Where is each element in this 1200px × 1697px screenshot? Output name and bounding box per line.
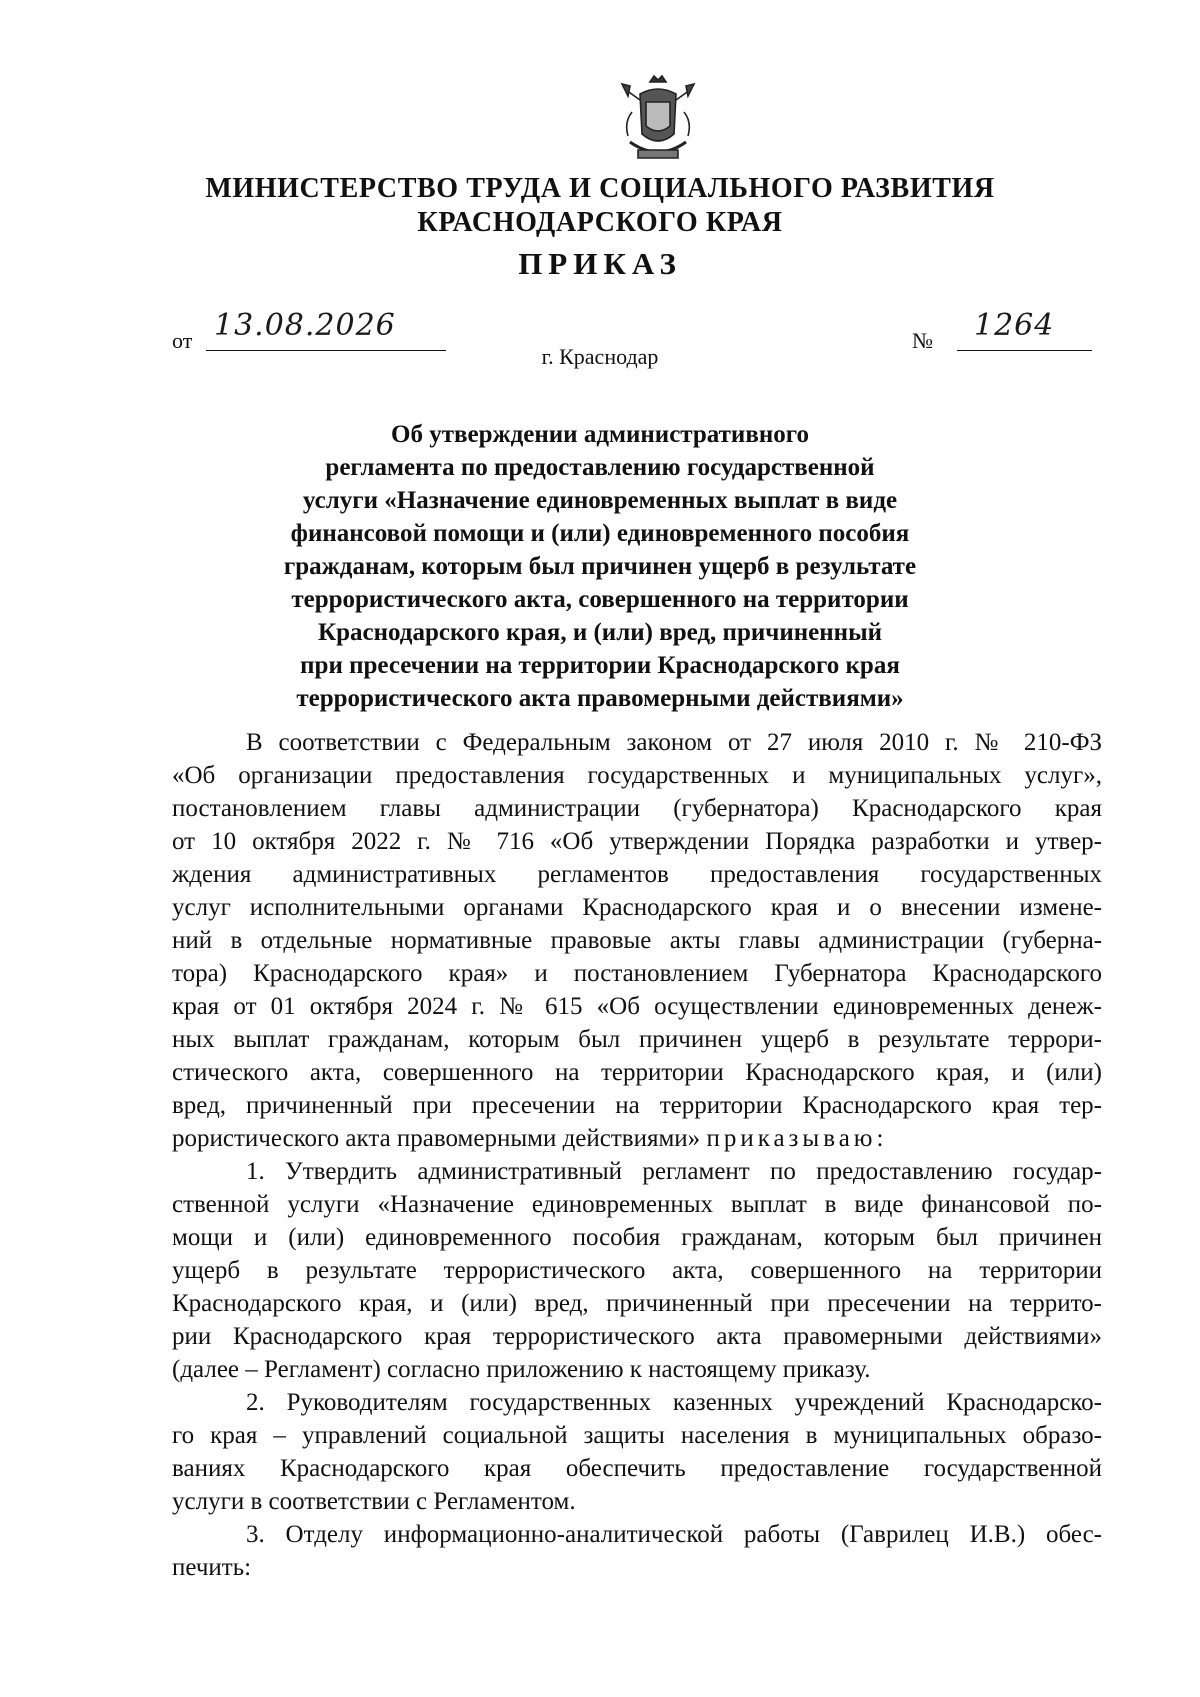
body-line: стического акта, совершенного на территории Краснодарского края, и (или) [172,1059,1102,1086]
city: г. Краснодар [541,344,659,369]
body-line: постановлением главы администрации (губернатора) Краснодарского края [172,795,1102,822]
ministry-line-2: КРАСНОДАРСКОГО КРАЯ [417,207,783,238]
body-line: услуг исполнительными органами Краснодарского края и о внесении измене- [172,894,1102,921]
body-line: 1. Утвердить административный регламент по предоставлению государ- [246,1158,1102,1185]
order-body [172,726,1102,1584]
body-line: ждения административных регламентов предоставления государственных [172,861,1102,888]
body-line: 3. Отделу информационно-аналитической работы (Гаврилец И.В.) обес- [246,1521,1102,1548]
subject-line: Об утверждении административного [391,421,809,448]
subject-line: финансовой помощи и (или) единовременного пособия [290,520,910,547]
body-line: Краснодарского края, и (или) вред, причиненный при пресечении на террито- [172,1290,1102,1317]
number-handwritten: 1264 [974,308,1055,343]
subject-line: регламента по предоставлению государственной [325,454,875,481]
ministry-name [0,172,1200,240]
body-line: услуги в соответствии с Регламентом. [172,1488,576,1515]
order-title: ПРИКАЗ [518,246,682,281]
coat-of-arms-icon [616,72,700,168]
body-line: от 10 октября 2022 г. № 716 «Об утверждении Порядка разработки и утвер- [172,828,1102,855]
body-line: ущерб в результате террористического акта, совершенного на территории [172,1257,1102,1284]
body-line: В соответствии с Федеральным законом от 27 июля 2010 г. № 210-ФЗ [246,729,1102,756]
body-line: ваниях Краснодарского края обеспечить предоставление государственной [172,1455,1102,1482]
order-word: приказываю: [706,1125,888,1152]
body-line-text: рористического акта правомерными действиями» [172,1125,701,1152]
body-line: го края – управлений социальной защиты населения в муниципальных образо- [172,1422,1102,1449]
body-line-with-order-word [172,1122,1102,1155]
body-line: вред, причиненный при пресечении на территории Краснодарского края тер- [172,1092,1102,1119]
body-line: ственной услуги «Назначение единовременных выплат в виде финансовой по- [172,1191,1102,1218]
body-line: ных выплат гражданам, которым был причинен ущерб в результате террори- [172,1026,1102,1053]
number-label: № [912,328,933,353]
body-line: (далее – Регламент) согласно приложению к настоящему приказу. [172,1356,871,1383]
date-number-row [172,308,1092,353]
subject-line: гражданам, которым был причинен ущерб в результате [283,553,917,580]
subject-line: услуги «Назначение единовременных выплат в виде [302,487,898,514]
body-line: мощи и (или) единовременного пособия гражданам, которым был причинен [172,1224,1102,1251]
body-line: ний в отдельные нормативные правовые акты главы администрации (губерна- [172,927,1102,954]
subject-line: при пресечении на территории Краснодарского края [300,652,900,679]
date-label: от [172,328,193,353]
body-line: края от 01 октября 2024 г. № 615 «Об осуществлении единовременных денеж- [172,993,1102,1020]
body-line: печить: [172,1554,252,1581]
subject-line: террористического акта, совершенного на территории [291,586,909,613]
body-line: 2. Руководителям государственных казенных учреждений Краснодарско- [246,1389,1102,1416]
subject-line: Краснодарского края, и (или) вред, причиненный [317,619,882,646]
body-line: рии Краснодарского края террористического акта правомерными действиями» [172,1323,1102,1350]
date-handwritten: 13.08.2026 [214,308,396,343]
body-line: «Об организации предоставления государственных и муниципальных услуг», [172,762,1102,789]
body-line: тора) Краснодарского края» и постановлением Губернатора Краснодарского [172,960,1102,987]
ministry-line-1: МИНИСТЕРСТВО ТРУДА И СОЦИАЛЬНОГО РАЗВИТИЯ [205,173,995,204]
order-subject [0,418,1200,715]
subject-line: террористического акта правомерными действиями» [296,685,904,712]
